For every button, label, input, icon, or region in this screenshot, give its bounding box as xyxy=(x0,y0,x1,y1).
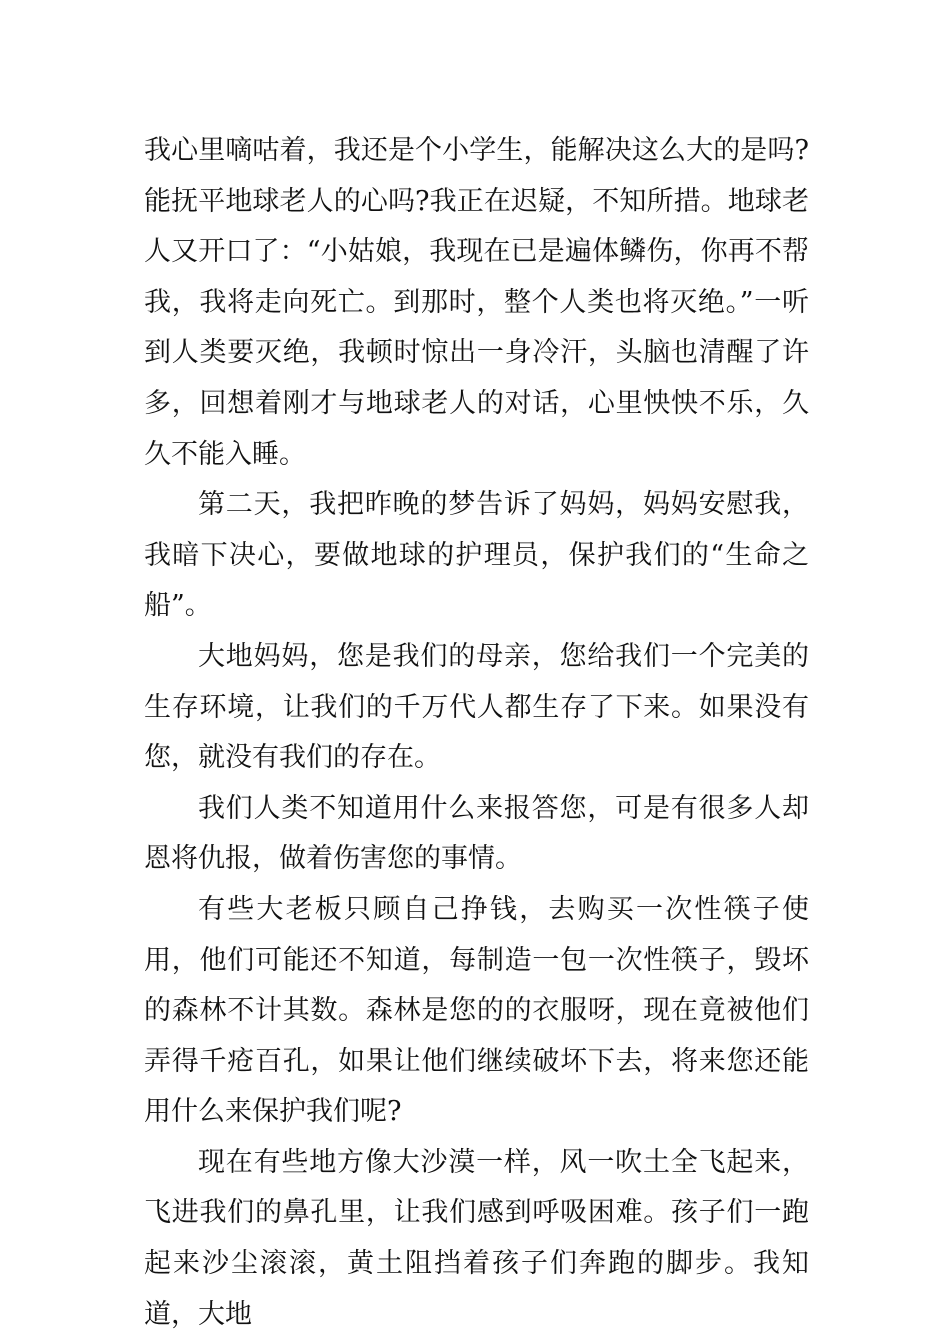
paragraph-4: 我们人类不知道用什么来报答您，可是有很多人却恩将仇报，做着伤害您的事情。 xyxy=(144,792,809,875)
paragraph-2: 第二天，我把昨晚的梦告诉了妈妈，妈妈安慰我，我暗下决心，要做地球的护理员，保护我们的“生命之船”。 xyxy=(144,489,809,622)
paragraph-5: 有些大老板只顾自己挣钱，去购买一次性筷子使用，他们可能还不知道，每制造一包一次性筷子，毁坏的森林不计其数。森林是您的的衣服呀，现在竟被他们弄得千疮百孔，如果让他们继续破坏下去，将来您还能用什么来保护我们呢? xyxy=(144,893,809,1128)
document-body xyxy=(144,126,809,1340)
paragraph-3: 大地妈妈，您是我们的母亲，您给我们一个完美的生存环境，让我们的千万代人都生存了下来。如果没有您，就没有我们的存在。 xyxy=(144,640,809,774)
paragraph-6: 现在有些地方像大沙漠一样，风一吹土全飞起来，飞进我们的鼻孔里，让我们感到呼吸困难。孩子们一跑起来沙尘滚滚，黄土阻挡着孩子们奔跑的脚步。我知道，大地 xyxy=(144,1146,809,1330)
paragraph-1: 我心里嘀咕着，我还是个小学生，能解决这么大的是吗?能抚平地球老人的心吗?我正在迟疑，不知所措。地球老人又开口了：“小姑娘，我现在已是遍体鳞伤，你再不帮我，我将走向死亡。到那时，整个人类也将灭绝。”一听到人类要灭绝，我顿时惊出一身冷汗，头脑也清醒了许多，回想着刚才与地球老人的对话，心里怏怏不乐，久久不能入睡。 xyxy=(144,135,809,470)
